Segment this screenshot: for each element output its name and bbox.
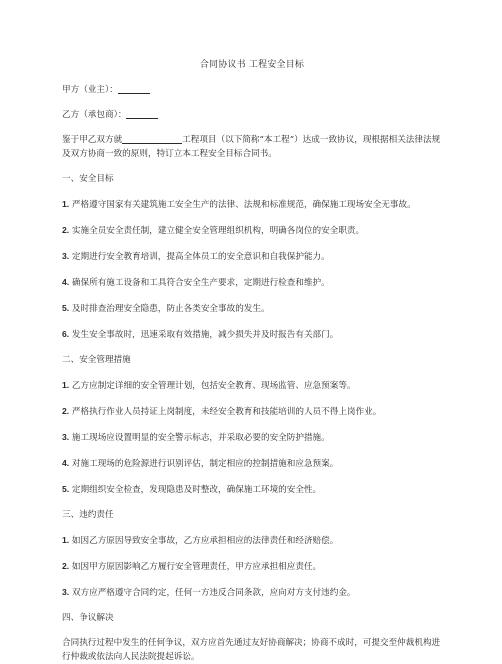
party-a-label: 甲方（业主）： bbox=[62, 85, 118, 95]
party-a-line bbox=[62, 83, 442, 97]
item-number: 2. bbox=[62, 225, 70, 235]
item-text: 如因乙方原因导致安全事故，乙方应承担相应的法律责任和经济赔偿。 bbox=[71, 536, 339, 546]
item-text: 对施工现场的危险源进行识别评估，制定相应的控制措施和应急预案。 bbox=[71, 459, 339, 469]
list-item bbox=[62, 533, 442, 548]
document-title: 合同协议书 工程安全目标 bbox=[199, 60, 305, 70]
item-text: 发生安全事故时，迅速采取有效措施，减少损失并及时报告有关部门。 bbox=[71, 330, 339, 340]
section-heading: 一、安全目标 bbox=[62, 174, 114, 184]
dispute-paragraph: 合同执行过程中发生的任何争议，双方应首先通过友好协商解决；协商不成时，可提交至仲裁机构进行仲裁或依法向人民法院提起诉讼。 bbox=[62, 638, 441, 662]
item-text: 及时排查治理安全隐患，防止各类安全事故的发生。 bbox=[71, 304, 270, 314]
list-item bbox=[62, 301, 442, 316]
item-text: 施工现场应设置明显的安全警示标志，并采取必要的安全防护措施。 bbox=[71, 433, 330, 443]
list-item bbox=[62, 404, 442, 419]
item-number: 2. bbox=[62, 406, 70, 416]
item-text: 严格执行作业人员持证上岗制度，未经安全教育和技能培训的人员不得上岗作业。 bbox=[71, 407, 382, 417]
list-item bbox=[62, 197, 442, 212]
party-b-label: 乙方（承包商）： bbox=[62, 110, 127, 120]
intro-paragraph bbox=[62, 133, 442, 161]
item-number: 1. bbox=[62, 199, 70, 209]
list-item bbox=[62, 327, 442, 342]
item-text: 双方应严格遵守合同约定，任何一方违反合同条款，应向对方支付违约金。 bbox=[71, 588, 356, 598]
item-number: 1. bbox=[62, 380, 70, 390]
item-text: 严格遵守国家有关建筑施工安全生产的法律、法规和标准规范，确保施工现场安全无事故。 bbox=[71, 200, 416, 210]
list-item bbox=[62, 482, 442, 497]
section-heading: 四、争议解决 bbox=[62, 613, 114, 623]
item-number: 5. bbox=[62, 303, 70, 313]
section-heading: 三、违约责任 bbox=[62, 510, 114, 520]
intro-post: 工程项目（以下简称“本工程”）达成一致协议，现根据相关法律法规及双方协商一致的原则，特订立本工程安全目标合同书。 bbox=[62, 135, 441, 159]
item-number: 4. bbox=[62, 458, 70, 468]
list-item bbox=[62, 456, 442, 471]
item-text: 实施全员安全责任制，建立健全安全管理组织机构，明确各岗位的安全职责。 bbox=[71, 226, 365, 236]
item-number: 2. bbox=[62, 561, 70, 571]
list-item bbox=[62, 559, 442, 574]
item-text: 定期进行安全教育培训，提高全体员工的安全意识和自我保护能力。 bbox=[71, 252, 330, 262]
list-item bbox=[62, 430, 442, 445]
list-item bbox=[62, 249, 442, 264]
item-text: 定期组织安全检查，发现隐患及时整改，确保施工环境的安全性。 bbox=[71, 485, 322, 495]
item-text: 确保所有施工设备和工具符合安全生产要求，定期进行检查和维护。 bbox=[71, 278, 330, 288]
party-b-line bbox=[62, 108, 442, 122]
section-heading: 二、安全管理措施 bbox=[62, 355, 131, 365]
list-item bbox=[62, 585, 442, 600]
list-item bbox=[62, 223, 442, 238]
item-number: 3. bbox=[62, 432, 70, 442]
item-number: 6. bbox=[62, 329, 70, 339]
list-item bbox=[62, 275, 442, 290]
party-b-blank bbox=[126, 108, 158, 119]
item-number: 1. bbox=[62, 535, 70, 545]
item-number: 3. bbox=[62, 251, 70, 261]
item-number: 4. bbox=[62, 277, 70, 287]
project-name-blank bbox=[122, 133, 182, 144]
item-text: 如因甲方原因影响乙方履行安全管理责任，甲方应承担相应责任。 bbox=[71, 562, 322, 572]
party-a-blank bbox=[118, 83, 150, 94]
item-number: 3. bbox=[62, 587, 70, 597]
list-item bbox=[62, 378, 442, 393]
item-number: 5. bbox=[62, 484, 70, 494]
intro-pre: 鉴于甲乙双方就 bbox=[62, 135, 123, 145]
item-text: 乙方应制定详细的安全管理计划，包括安全教育、现场监管、应急预案等。 bbox=[71, 381, 356, 391]
